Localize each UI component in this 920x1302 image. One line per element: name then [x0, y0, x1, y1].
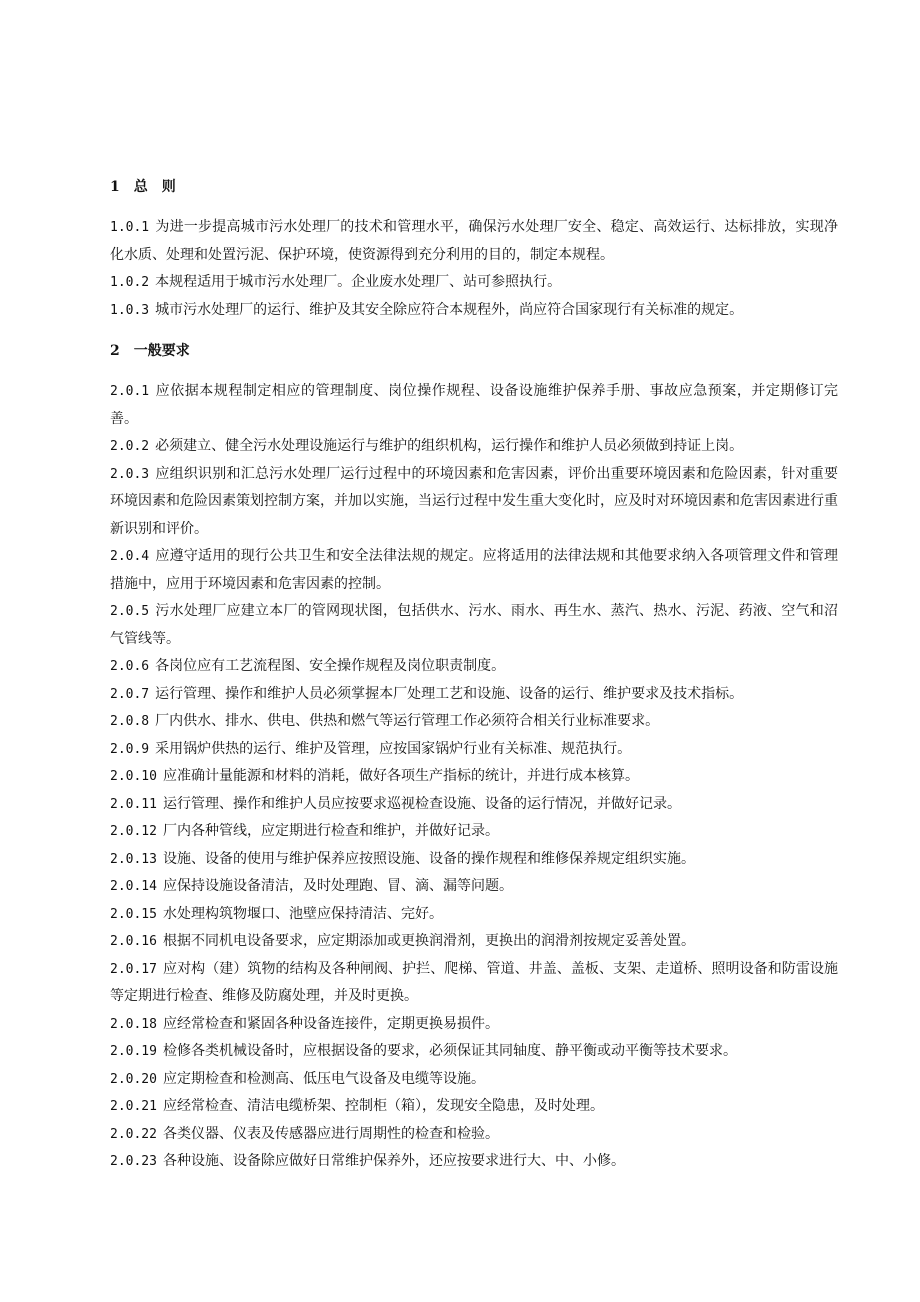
clause-number: 2.0.15: [110, 906, 157, 922]
clause-paragraph: [110, 818, 838, 846]
clause-number: 1.0.2: [110, 275, 150, 290]
clause-number: 2.0.9: [110, 741, 150, 757]
clause-text: 采用锅炉供热的运行、维护及管理，应按国家锅炉行业有关标准、规范执行。: [155, 740, 632, 757]
clause-text: 检修各类机械设备时，应根据设备的要求，必须保证其同轴度、静平衡或动平衡等技术要求。: [162, 1043, 737, 1059]
clause-number: 2.0.16: [110, 934, 157, 949]
clause-paragraph: [110, 901, 838, 929]
clause-number: 2.0.1: [110, 384, 150, 399]
clause-text: 设施、设备的使用与维护保养应按照设施、设备的操作规程和维修保养规定组织实施。: [162, 850, 695, 867]
clause-text: 厂内供水、排水、供电、供热和燃气等运行管理工作必须符合相关行业标准要求。: [155, 713, 660, 729]
clause-number: 1.0.3: [110, 302, 150, 318]
section-2-heading: [110, 338, 838, 364]
clause-text: 应经常检查和紧固各种设备连接件，定期更换易损件。: [162, 1015, 499, 1032]
clause-text: 水处理构筑物堰口、池壁应保持清洁、完好。: [162, 905, 443, 922]
clause-paragraph: [110, 269, 838, 297]
clause-number: 2.0.21: [110, 1099, 157, 1114]
clause-paragraph: [110, 461, 838, 544]
clause-number: 2.0.6: [110, 659, 150, 674]
section-1-title: 总 则: [133, 179, 176, 195]
clause-paragraph: [110, 433, 838, 461]
section-1-heading: [110, 174, 838, 200]
clause-number: 2.0.22: [110, 1126, 157, 1142]
clause-paragraph: [110, 763, 838, 791]
clause-number: 2.0.17: [110, 961, 157, 977]
clause-number: 2.0.8: [110, 714, 150, 729]
clause-text: 应保持设施设备清洁，及时处理跑、冒、滴、漏等问题。: [162, 878, 513, 894]
clause-paragraph: [110, 1148, 838, 1176]
clause-paragraph: [110, 214, 838, 269]
clause-paragraph: [110, 928, 838, 956]
clause-text: 应经常检查、清洁电缆桥架、控制柜（箱），发现安全隐患，及时处理。: [162, 1098, 604, 1114]
clause-paragraph: [110, 598, 838, 653]
clause-text: 应定期检查和检测高、低压电气设备及电缆等设施。: [162, 1070, 485, 1087]
clause-paragraph: [110, 956, 838, 1011]
clause-paragraph: [110, 297, 838, 325]
clause-number: 2.0.18: [110, 1016, 157, 1032]
clause-paragraph: [110, 846, 838, 874]
clause-paragraph: [110, 543, 838, 598]
clause-paragraph: [110, 873, 838, 901]
clause-number: 2.0.2: [110, 439, 150, 454]
clause-text: 各岗位应有工艺流程图、安全操作规程及岗位职责制度。: [155, 658, 506, 674]
clause-paragraph: [110, 708, 838, 736]
clause-text: 厂内各种管线，应定期进行检查和维护，并做好记录。: [162, 823, 499, 839]
clause-paragraph: [110, 736, 838, 764]
clause-paragraph: [110, 1011, 838, 1039]
section-2-title: 一般要求: [133, 343, 190, 359]
clause-paragraph: [110, 378, 838, 433]
clause-text: 应遵守适用的现行公共卫生和安全法律法规的规定。应将适用的法律法规和其他要求纳入各项管理文件和管理措施中，应用于环境因素和危害因素的控制。: [110, 548, 838, 592]
clause-paragraph: [110, 1121, 838, 1149]
clause-number: 2.0.5: [110, 604, 150, 619]
clause-text: 应组织识别和汇总污水处理厂运行过程中的环境因素和危害因素，评价出重要环境因素和危险因素，针对重要环境因素和危险因素策划控制方案，并加以实施，当运行过程中发生重大变化时，应及时对环境因素和危害因素进行重新识别和评价。: [110, 465, 838, 537]
clause-number: 2.0.20: [110, 1071, 157, 1087]
clause-paragraph: [110, 791, 838, 819]
clause-text: 根据不同机电设备要求，应定期添加或更换润滑剂，更换出的润滑剂按规定妥善处置。: [162, 933, 695, 949]
clause-number: 2.0.19: [110, 1044, 157, 1059]
clause-number: 2.0.23: [110, 1154, 157, 1169]
clause-number: 2.0.3: [110, 466, 150, 482]
section-2-number: 2: [110, 343, 120, 359]
clause-number: 2.0.13: [110, 851, 157, 867]
clause-text: 应对构（建）筑物的结构及各种闸阀、护拦、爬梯、管道、井盖、盖板、支架、走道桥、照明设备和防雷设施等定期进行检查、维修及防腐处理，并及时更换。: [110, 960, 838, 1004]
clause-number: 2.0.14: [110, 879, 157, 894]
clause-text: 本规程适用于城市污水处理厂。企业废水处理厂、站可参照执行。: [155, 274, 562, 290]
section-1-body: [110, 214, 838, 324]
clause-number: 2.0.10: [110, 769, 157, 784]
clause-text: 应依据本规程制定相应的管理制度、岗位操作规程、设备设施维护保养手册、事故应急预案，并定期修订完善。: [110, 383, 838, 427]
clause-number: 1.0.1: [110, 220, 150, 235]
clause-text: 运行管理、操作和维护人员必须掌握本厂处理工艺和设施、设备的运行、维护要求及技术指标。: [155, 685, 744, 702]
section-1-number: 1: [110, 179, 120, 195]
clause-text: 污水处理厂应建立本厂的管网现状图，包括供水、污水、雨水、再生水、蒸汽、热水、污泥、药液、空气和沼气管线等。: [110, 603, 838, 647]
clause-text: 必须建立、健全污水处理设施运行与维护的组织机构，运行操作和维护人员必须做到持证上岗。: [155, 438, 744, 454]
clause-number: 2.0.7: [110, 686, 150, 702]
section-2-body: [110, 378, 838, 1176]
clause-text: 城市污水处理厂的运行、维护及其安全除应符合本规程外，尚应符合国家现行有关标准的规定。: [155, 301, 744, 318]
clause-paragraph: [110, 681, 838, 709]
clause-number: 2.0.4: [110, 549, 150, 564]
clause-paragraph: [110, 1093, 838, 1121]
clause-text: 为进一步提高城市污水处理厂的技术和管理水平，确保污水处理厂安全、稳定、高效运行、达标排放，实现净化水质、处理和处置污泥、保护环境，使资源得到充分利用的目的，制定本规程。: [110, 219, 838, 263]
document-body: [110, 174, 838, 1176]
clause-text: 各类仪器、仪表及传感器应进行周期性的检查和检验。: [162, 1125, 499, 1142]
clause-text: 各种设施、设备除应做好日常维护保养外，还应按要求进行大、中、小修。: [162, 1153, 625, 1169]
clause-number: 2.0.11: [110, 796, 157, 812]
clause-paragraph: [110, 653, 838, 681]
clause-paragraph: [110, 1066, 838, 1094]
clause-number: 2.0.12: [110, 824, 157, 839]
clause-text: 运行管理、操作和维护人员应按要求巡视检查设施、设备的运行情况，并做好记录。: [162, 795, 681, 812]
clause-text: 应准确计量能源和材料的消耗，做好各项生产指标的统计，并进行成本核算。: [162, 768, 639, 784]
clause-paragraph: [110, 1038, 838, 1066]
